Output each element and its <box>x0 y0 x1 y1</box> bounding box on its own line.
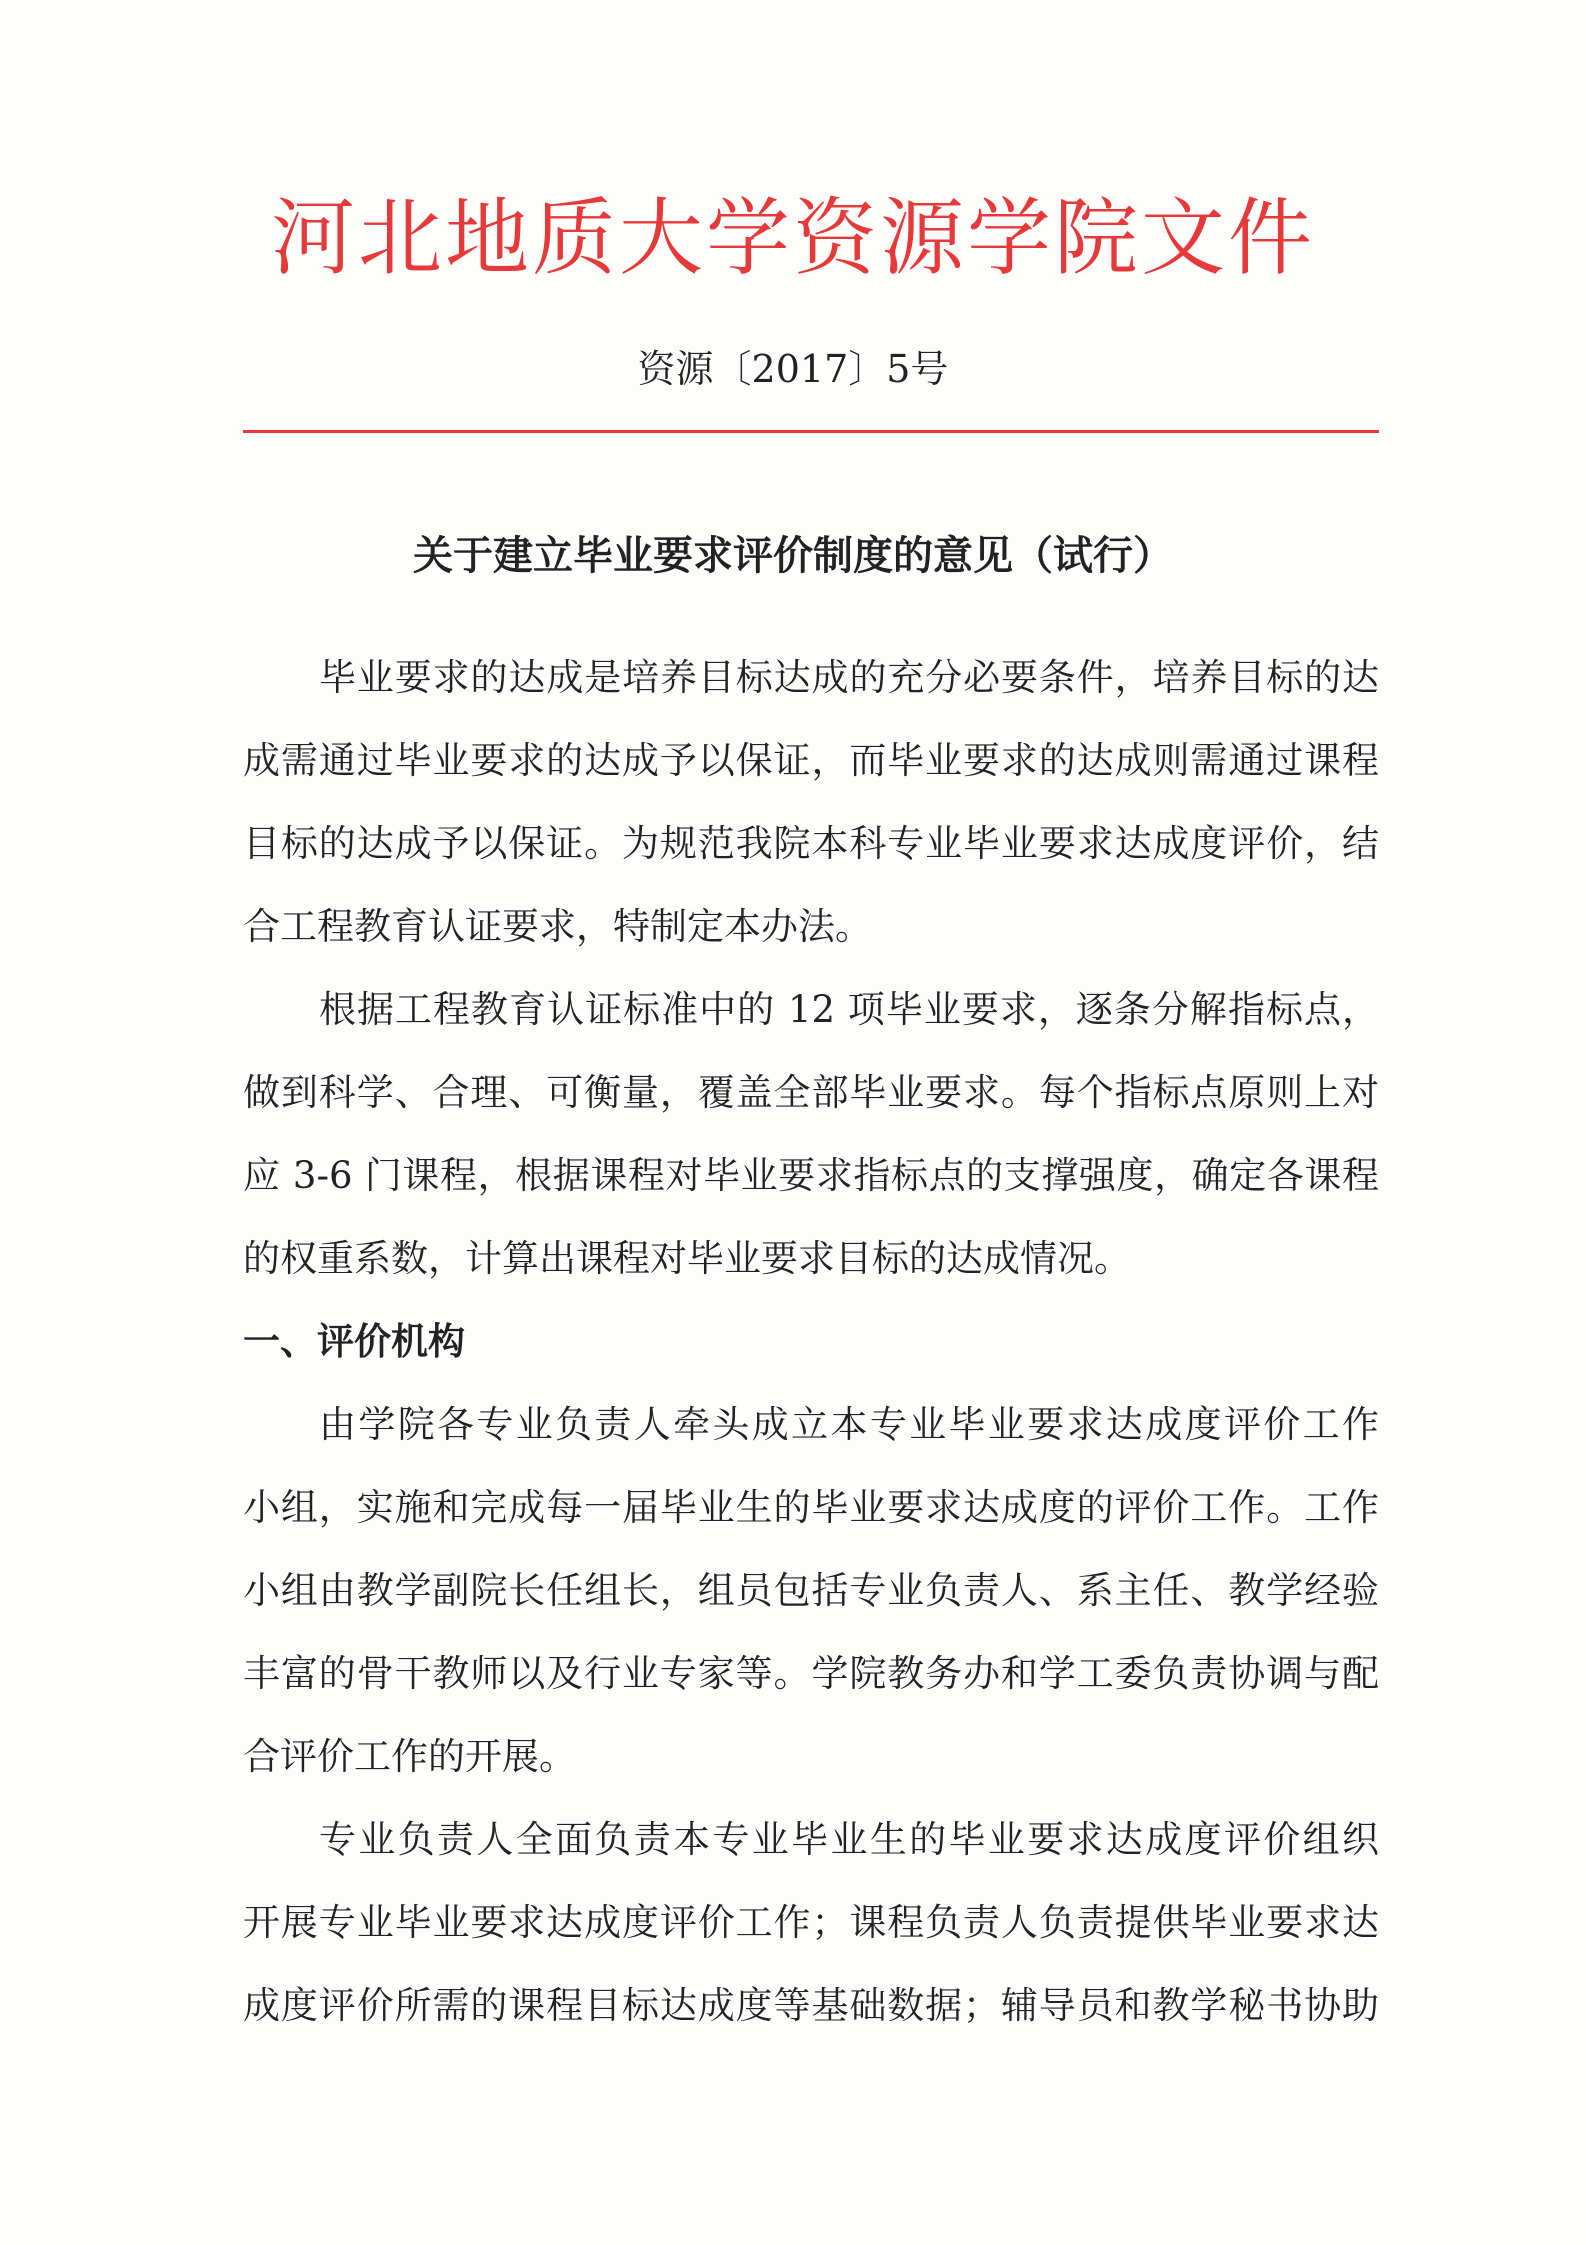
paragraph-line: 的权重系数，计算出课程对毕业要求目标的达成情况。 <box>243 1237 1131 1280</box>
section-heading-1 <box>243 1300 1379 1383</box>
document-number: 资源〔2017〕5号 <box>637 347 949 391</box>
paragraph-4 <box>243 1798 1379 2047</box>
document-title: 关于建立毕业要求评价制度的意见（试行） <box>413 533 1173 579</box>
paragraph-line: 应 3-6 门课程，根据课程对毕业要求指标点的支撑强度，确定各课程 <box>243 1154 1379 1197</box>
paragraph-line: 根据工程教育认证标准中的 12 项毕业要求，逐条分解指标点， <box>319 988 1379 1031</box>
paragraph-line: 丰富的骨干教师以及行业专家等。学院教务办和学工委负责协调与配 <box>243 1652 1379 1695</box>
paragraph-line: 小组，实施和完成每一届毕业生的毕业要求达成度的评价工作。工作 <box>243 1486 1379 1529</box>
paragraph-line: 开展专业毕业要求达成度评价工作；课程负责人负责提供毕业要求达 <box>243 1901 1379 1944</box>
paragraph-1 <box>243 636 1379 968</box>
letterhead-red-rule <box>243 430 1379 433</box>
paragraph-line: 成需通过毕业要求的达成予以保证，而毕业要求的达成则需通过课程 <box>243 739 1379 782</box>
paragraph-line: 合评价工作的开展。 <box>243 1735 576 1778</box>
section-heading: 一、评价机构 <box>243 1320 465 1363</box>
paragraph-line: 目标的达成予以保证。为规范我院本科专业毕业要求达成度评价，结 <box>243 822 1379 865</box>
letterhead-title: 河北地质大学资源学院文件 <box>270 189 1315 287</box>
paragraph-line: 合工程教育认证要求，特制定本办法。 <box>243 905 872 948</box>
paragraph-line: 做到科学、合理、可衡量，覆盖全部毕业要求。每个指标点原则上对 <box>243 1071 1379 1114</box>
paragraph-line: 专业负责人全面负责本专业毕业生的毕业要求达成度评价组织 <box>319 1818 1379 1861</box>
paragraph-line: 毕业要求的达成是培养目标达成的充分必要条件，培养目标的达 <box>319 656 1379 699</box>
paragraph-3 <box>243 1383 1379 1798</box>
paragraph-2 <box>243 968 1379 1300</box>
paragraph-line: 小组由教学副院长任组长，组员包括专业负责人、系主任、教学经验 <box>243 1569 1379 1612</box>
paragraph-line: 由学院各专业负责人牵头成立本专业毕业要求达成度评价工作 <box>319 1403 1379 1446</box>
paragraph-line: 成度评价所需的课程目标达成度等基础数据；辅导员和教学秘书协助 <box>243 1984 1379 2027</box>
